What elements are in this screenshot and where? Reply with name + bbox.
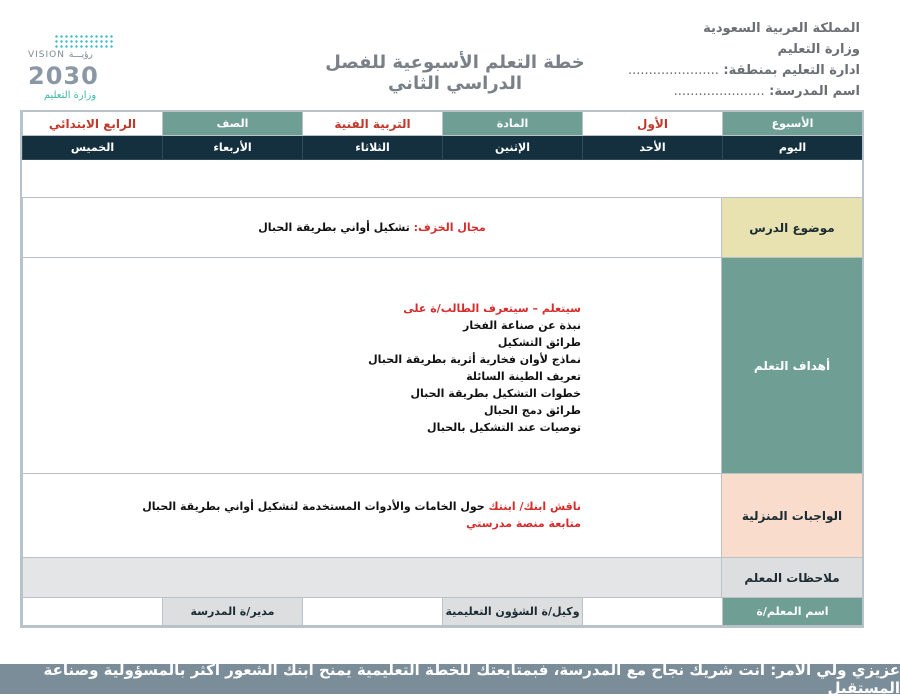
vision-2030-logo — [24, 30, 116, 102]
grade-label: الصف — [162, 112, 302, 136]
lesson-topic-prefix: مجال الخزف: — [413, 221, 486, 234]
subject-value: التربية الفنية — [302, 112, 442, 136]
homework-cell — [22, 474, 722, 558]
lesson-topic-text: تشكيل أواني بطريقة الحبال — [258, 221, 410, 234]
objectives-list — [161, 300, 581, 436]
week-value: الأول — [582, 112, 722, 136]
day-wednesday: الأربعاء — [162, 136, 302, 160]
teacher-name-field[interactable] — [582, 598, 722, 626]
logo-year: 2030 — [28, 62, 99, 90]
logo-ministry-text: وزارة التعليم — [43, 90, 97, 101]
grade-value: الرابع الابتدائي — [22, 112, 162, 136]
subject-label: المادة — [442, 112, 582, 136]
principal-label: مدير/ة المدرسة — [162, 598, 302, 626]
day-header-label: اليوم — [722, 136, 862, 160]
day-sunday: الأحد — [582, 136, 722, 160]
objectives-heading: سيتعلم – سيتعرف الطالب/ة على — [403, 302, 581, 315]
day-tuesday: الثلاثاء — [302, 136, 442, 160]
header-kingdom-block — [600, 18, 860, 102]
objective-item: تعريف الطينة السائلة — [466, 370, 581, 383]
teacher-notes-cell — [22, 558, 722, 598]
day-thursday: الخميس — [22, 136, 162, 160]
region-line — [600, 60, 860, 81]
lesson-topic-content — [258, 219, 486, 236]
school-dots: ...................... — [673, 84, 765, 99]
lesson-topic-label: موضوع الدرس — [722, 198, 862, 258]
teacher-name-label: اسم المعلم/ة — [722, 598, 862, 626]
days-row — [22, 136, 862, 160]
ministry-name: وزارة التعليم — [777, 42, 860, 57]
lesson-topic-cell — [22, 198, 722, 258]
logo-dot-pattern-icon — [54, 34, 114, 48]
kingdom-name: المملكة العربية السعودية — [703, 21, 860, 36]
objective-item: نماذج لأوان فخارية أثرية بطريقة الحبال — [368, 353, 581, 366]
objective-item: طرائق دمج الحبال — [483, 404, 581, 417]
objective-item: توصيات عند التشكيل بالحبال — [427, 421, 581, 434]
homework-line-2: متابعة منصة مدرستي — [466, 517, 581, 530]
homework-text: حول الخامات والأدوات المستخدمة لتشكيل أواني بطريقة الحبال — [142, 500, 485, 513]
school-line — [600, 81, 860, 102]
homework-content — [61, 498, 581, 532]
plan-table — [20, 110, 864, 628]
homework-label: الواجبات المنزلية — [722, 474, 862, 558]
info-row — [22, 112, 862, 136]
school-label: اسم المدرسة: — [769, 84, 860, 99]
objective-item: خطوات التشكيل بطريقة الحبال — [410, 387, 581, 400]
region-label: ادارة التعليم بمنطقة: — [723, 63, 860, 78]
objective-item: نبذة عن صناعة الفخار — [462, 319, 581, 332]
blank-row — [22, 160, 862, 198]
objectives-cell — [22, 258, 722, 474]
homework-line-1 — [61, 498, 581, 515]
logo-vision-text: VISION رؤيـــة — [28, 50, 93, 60]
parent-message-footer: عزيزي ولي الأمر: أنت شريك نجاح مع المدرسة، فبمتابعتك للخطة التعليمية يمنح ابنك الشعور أكثر بالمسؤولية وصناعة المستقبل — [0, 664, 900, 694]
principal-field[interactable] — [22, 598, 162, 626]
teacher-notes-label: ملاحظات المعلم — [722, 558, 862, 598]
week-label: الأسبوع — [722, 112, 862, 136]
objectives-label: أهداف التعلم — [722, 258, 862, 474]
objective-item: طرائق التشكيل — [497, 336, 581, 349]
day-monday: الإثنين — [442, 136, 582, 160]
deputy-field[interactable] — [302, 598, 442, 626]
homework-prefix: ناقش ابنك/ ابنتك — [488, 500, 581, 513]
deputy-label: وكيل/ة الشؤون التعليمية — [442, 598, 582, 626]
signatures-row — [22, 598, 862, 626]
region-dots: ...................... — [627, 63, 719, 78]
page-title: خطة التعلم الأسبوعية للفصل الدراسي الثاني — [325, 52, 585, 94]
